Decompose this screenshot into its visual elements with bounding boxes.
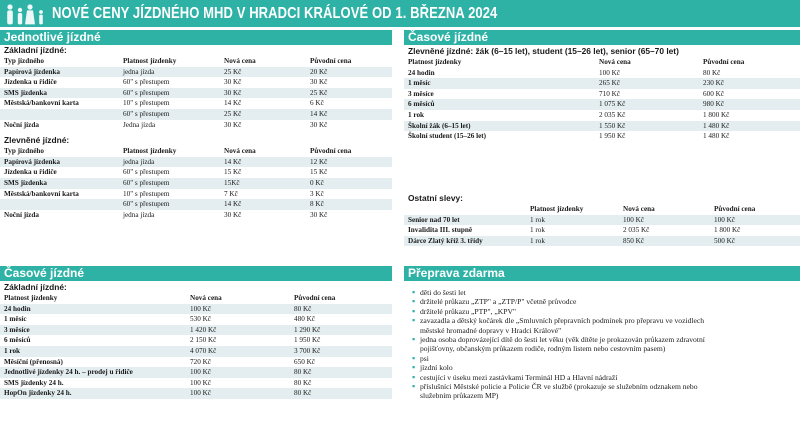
- table-row: [0, 109, 392, 120]
- list-item-text: držitelé průkazu „ZTP" a „ZTP/P" včetně průvodce: [420, 297, 577, 307]
- old-price: 3 Kč: [310, 189, 324, 198]
- validity: SMS jízdenky 24 h.: [4, 378, 64, 387]
- single-fare-section: [0, 30, 392, 220]
- list-item-text: psi: [420, 353, 429, 363]
- free-transport-list: [404, 281, 800, 401]
- old-price: 500 Kč: [710, 236, 800, 247]
- validity: Jednotlivé jízdenky 24 h. – prodej u řidiče: [0, 367, 186, 378]
- table-header-row: [404, 57, 800, 68]
- validity: 1 rok: [408, 110, 425, 119]
- new-price: 30 Kč: [224, 78, 242, 87]
- new-price: 100 Kč: [619, 215, 710, 226]
- new-price: 2 035 Kč: [599, 110, 626, 119]
- col-header: Nová cena: [186, 293, 290, 304]
- new-price: 15 Kč: [224, 168, 242, 177]
- page-title: NOVÉ CENY JÍZDNÉHO MHD V HRADCI KRÁLOVÉ OD 1. BŘEZNA 2024: [52, 4, 498, 22]
- list-item-text: jedna osoba doprovázející dítě do šesti let věku (věk dítěte je prokazován průkazem zdravotní: [420, 335, 705, 345]
- time-basic-table: [0, 293, 392, 399]
- validity: 60" s přestupem: [119, 178, 220, 189]
- list-item: [412, 344, 800, 353]
- new-price: 14 Kč: [220, 157, 306, 168]
- table-row: [0, 357, 392, 368]
- bullet-icon: ▪: [412, 381, 416, 392]
- validity: 1 rok: [526, 215, 619, 226]
- basic-fare-subtitle: Základní jízdné:: [4, 45, 67, 55]
- new-price: 25 Kč: [220, 67, 306, 78]
- new-price: 30 Kč: [224, 210, 242, 219]
- new-price: 14 Kč: [224, 99, 242, 108]
- old-price: 30 Kč: [310, 210, 328, 219]
- discount-type: Senior nad 70 let: [404, 215, 526, 226]
- validity: 60" s přestupem: [123, 168, 170, 177]
- free-transport-section: [404, 266, 800, 401]
- new-price: 100 Kč: [599, 68, 620, 77]
- old-price: 20 Kč: [306, 67, 392, 78]
- ticket-type: Jízdenka u řidiče: [4, 78, 57, 87]
- list-item-text: pojišťovny, občanským průkazem rodiče, rodným listem nebo cestovním pasem): [420, 344, 666, 354]
- list-item: [412, 391, 800, 400]
- table-row: [0, 325, 392, 336]
- old-price: 15 Kč: [310, 168, 328, 177]
- list-item: [412, 316, 800, 325]
- bullet-icon: ▪: [412, 352, 416, 363]
- new-price: 100 Kč: [186, 388, 290, 399]
- col-header: [404, 204, 526, 215]
- old-price: 650 Kč: [294, 357, 315, 366]
- validity: 1 měsíc: [4, 315, 27, 324]
- list-item-text: městské hromadné dopravy v Hradci Králové": [420, 325, 562, 335]
- new-price: 2 035 Kč: [623, 226, 650, 235]
- validity: Školní žák (6–15 let): [404, 121, 595, 132]
- list-item: [412, 326, 800, 335]
- bullet-icon: ▪: [412, 305, 416, 316]
- old-price: 1 480 Kč: [703, 132, 730, 141]
- table-row: [0, 88, 392, 99]
- col-header: Platnost jízdenky: [404, 57, 595, 68]
- col-header: Platnost jízdenky: [119, 146, 220, 157]
- new-price: 1 075 Kč: [595, 99, 699, 110]
- col-header: Typ jízdného: [0, 146, 119, 157]
- table-row: [0, 388, 392, 399]
- reduced-fare-subtitle: Zlevněné jízdné:: [4, 135, 70, 146]
- table-header-row: [0, 56, 392, 67]
- old-price: 600 Kč: [703, 89, 724, 98]
- table-row: [404, 78, 800, 89]
- col-header: Původní cena: [290, 293, 392, 304]
- bullet-icon: ▪: [412, 315, 416, 326]
- ticket-type: Papírová jízdenka: [0, 67, 119, 78]
- time-reduced-subtitle: Zlevněné jízdné: žák (6–15 let), student (15–26 let), senior (65–70 let): [408, 46, 679, 56]
- bullet-icon: ▪: [412, 296, 416, 307]
- table-row: [404, 236, 800, 247]
- list-item-text: cestující v úseku mezi zastávkami Terminál HD a Hlavní nádraží: [420, 372, 618, 382]
- table-row: [0, 157, 392, 168]
- new-price: 100 Kč: [186, 367, 290, 378]
- table-row: [404, 89, 800, 100]
- col-header: Původní cena: [306, 56, 392, 67]
- new-price: 265 Kč: [595, 78, 699, 89]
- ticket-type: Jízdenka u řidiče: [4, 168, 57, 177]
- other-discounts-subtitle: Ostatní slevy:: [408, 193, 463, 203]
- table-row: [404, 68, 800, 79]
- validity: 10" s přestupem: [123, 99, 170, 108]
- table-row: [0, 189, 392, 200]
- old-price: 80 Kč: [294, 378, 312, 387]
- validity: jedna jízda: [119, 157, 220, 168]
- table-row: [0, 120, 392, 131]
- col-header: Původní cena: [710, 204, 800, 215]
- old-price: 6 Kč: [310, 99, 324, 108]
- col-header: Nová cena: [220, 56, 306, 67]
- table-row: [404, 121, 800, 132]
- time-basic-subtitle: Základní jízdné:: [4, 282, 67, 292]
- time-fare-basic-section: [0, 266, 392, 399]
- validity: 24 hodin: [0, 304, 186, 315]
- old-price: 30 Kč: [310, 120, 328, 129]
- list-item: [412, 307, 800, 316]
- table-row: [0, 304, 392, 315]
- time-fare-reduced-section: [404, 30, 800, 142]
- validity: 1 měsíc: [404, 78, 595, 89]
- validity: 3 měsíce: [408, 89, 434, 98]
- old-price: 230 Kč: [699, 78, 800, 89]
- validity: 60" s přestupem: [123, 78, 170, 87]
- validity: 1 rok: [0, 346, 186, 357]
- table-row: [0, 367, 392, 378]
- list-item-text: zavazadla a dětský kočárek dle „Smluvních přepravních podmínek pro přepravu ve vozidlech: [420, 316, 705, 326]
- ticket-type: SMS jízdenka: [0, 178, 119, 189]
- old-price: 0 Kč: [306, 178, 392, 189]
- old-price: 80 Kč: [290, 367, 392, 378]
- table-row: [0, 335, 392, 346]
- new-price: 530 Kč: [190, 315, 211, 324]
- new-price: 30 Kč: [224, 120, 242, 129]
- validity: 60" s přestupem: [119, 88, 220, 99]
- old-price: 1 290 Kč: [290, 325, 392, 336]
- col-header: Platnost jízdenky: [526, 204, 619, 215]
- ticket-type: [0, 109, 119, 120]
- old-price: 3 700 Kč: [290, 346, 392, 357]
- other-discounts-section: [404, 193, 800, 246]
- table-header-row: [0, 293, 392, 304]
- list-item: [412, 354, 800, 363]
- validity: 24 hodin: [408, 68, 435, 77]
- ticket-type: Noční jízda: [4, 120, 39, 129]
- col-header: Platnost jízdenky: [0, 293, 186, 304]
- validity: 60" s přestupem: [119, 109, 220, 120]
- list-item-text: děti do šesti let: [420, 288, 466, 297]
- table-row: [0, 199, 392, 210]
- bullet-icon: ▪: [412, 362, 416, 373]
- validity: 1 rok: [526, 236, 619, 247]
- old-price: 80 Kč: [703, 68, 721, 77]
- new-price: 1 950 Kč: [599, 132, 626, 141]
- table-row: [0, 346, 392, 357]
- new-price: 100 Kč: [190, 378, 211, 387]
- list-item-text: služebním průkazem MP): [420, 391, 499, 401]
- list-item: [412, 373, 800, 382]
- reduced-fare-table: [0, 146, 392, 220]
- old-price: 80 Kč: [290, 388, 392, 399]
- bullet-icon: ▪: [412, 334, 416, 345]
- old-price: 980 Kč: [699, 99, 800, 110]
- new-price: 30 Kč: [220, 88, 306, 99]
- old-price: 30 Kč: [310, 78, 328, 87]
- table-row: [0, 210, 392, 221]
- col-header: Platnost jízdenky: [119, 56, 220, 67]
- table-row: [0, 67, 392, 78]
- col-header: Nová cena: [619, 204, 710, 215]
- validity: HopOn jízdenky 24 h.: [0, 388, 186, 399]
- time-fare-heading: Časové jízdné: [0, 266, 392, 281]
- discount-type: Dárce Zlatý kříž 3. třídy: [404, 236, 526, 247]
- new-price: 2 150 Kč: [190, 336, 217, 345]
- validity: jedna jízda: [119, 67, 220, 78]
- ticket-type: Městská/bankovní karta: [4, 99, 79, 108]
- old-price: 1 480 Kč: [699, 121, 800, 132]
- old-price: 25 Kč: [306, 88, 392, 99]
- table-row: [0, 77, 392, 88]
- table-row: [404, 215, 800, 226]
- basic-fare-table: [0, 56, 392, 130]
- validity: Měsíční (přenosná): [4, 357, 63, 366]
- single-fare-heading: Jednotlivé jízdné: [0, 30, 392, 45]
- ticket-type: Papírová jízdenka: [0, 157, 119, 168]
- table-row: [404, 131, 800, 142]
- other-discounts-table: [404, 204, 800, 246]
- family-icon: [0, 0, 52, 27]
- old-price: 80 Kč: [290, 304, 392, 315]
- new-price: 7 Kč: [224, 189, 238, 198]
- validity: 1 rok: [530, 226, 545, 235]
- list-item: [412, 335, 800, 344]
- list-item: [412, 363, 800, 372]
- validity: 6 měsíců: [4, 336, 31, 345]
- new-price: 1 550 Kč: [595, 121, 699, 132]
- validity: 60" s přestupem: [119, 199, 220, 210]
- new-price: 14 Kč: [220, 199, 306, 210]
- ticket-type: [0, 199, 119, 210]
- table-row: [0, 178, 392, 189]
- list-item: [412, 288, 800, 297]
- list-item-text: držitelé průkazu „PTP", „KPV": [420, 306, 517, 316]
- old-price: 14 Kč: [306, 109, 392, 120]
- col-header: Nová cena: [595, 57, 699, 68]
- new-price: 720 Kč: [190, 357, 211, 366]
- table-header-row: [404, 204, 800, 215]
- old-price: 1 800 Kč: [703, 110, 730, 119]
- list-item-text: příslušníci Městské policie a Policie ČR ve službě (prokazuje se služebním odznakem nebo: [420, 382, 698, 392]
- old-price: 480 Kč: [294, 315, 315, 324]
- ticket-type: Noční jízda: [4, 210, 39, 219]
- validity: 6 měsíců: [404, 99, 595, 110]
- bullet-icon: ▪: [412, 371, 416, 382]
- validity: Jedna jízda: [123, 120, 156, 129]
- col-header: Původní cena: [306, 146, 392, 157]
- table-row: [0, 98, 392, 109]
- ticket-type: SMS jízdenka: [0, 88, 119, 99]
- old-price: 100 Kč: [710, 215, 800, 226]
- new-price: 15Kč: [220, 178, 306, 189]
- table-header-row: [0, 146, 392, 157]
- old-price: 1 950 Kč: [294, 336, 321, 345]
- ticket-type: Městská/bankovní karta: [4, 189, 79, 198]
- new-price: 710 Kč: [599, 89, 620, 98]
- old-price: 1 800 Kč: [714, 226, 741, 235]
- validity: jedna jízda: [123, 210, 155, 219]
- table-row: [0, 378, 392, 389]
- new-price: 850 Kč: [619, 236, 710, 247]
- title-banner: [0, 0, 800, 27]
- table-row: [404, 225, 800, 236]
- col-header: Nová cena: [220, 146, 306, 157]
- free-transport-heading: Přeprava zdarma: [404, 266, 800, 281]
- col-header: Původní cena: [699, 57, 800, 68]
- time-fare-reduced-heading: Časové jízdné: [404, 30, 800, 45]
- old-price: 12 Kč: [306, 157, 392, 168]
- table-row: [0, 167, 392, 178]
- new-price: 1 420 Kč: [186, 325, 290, 336]
- old-price: 8 Kč: [306, 199, 392, 210]
- new-price: 4 070 Kč: [186, 346, 290, 357]
- table-row: [0, 314, 392, 325]
- validity: 3 měsíce: [0, 325, 186, 336]
- list-item-text: jízdní kolo: [420, 363, 453, 373]
- new-price: 100 Kč: [186, 304, 290, 315]
- new-price: 25 Kč: [220, 109, 306, 120]
- validity: 10" s přestupem: [123, 189, 170, 198]
- col-header: Typ jízdného: [0, 56, 119, 67]
- list-item: [412, 382, 800, 391]
- time-reduced-table: [404, 57, 800, 142]
- table-row: [404, 110, 800, 121]
- discount-type: Invalidita III. stupně: [408, 226, 473, 235]
- list-item: [412, 297, 800, 306]
- validity: Školní student (15–26 let): [408, 132, 487, 141]
- bullet-icon: ▪: [412, 287, 416, 297]
- table-row: [404, 99, 800, 110]
